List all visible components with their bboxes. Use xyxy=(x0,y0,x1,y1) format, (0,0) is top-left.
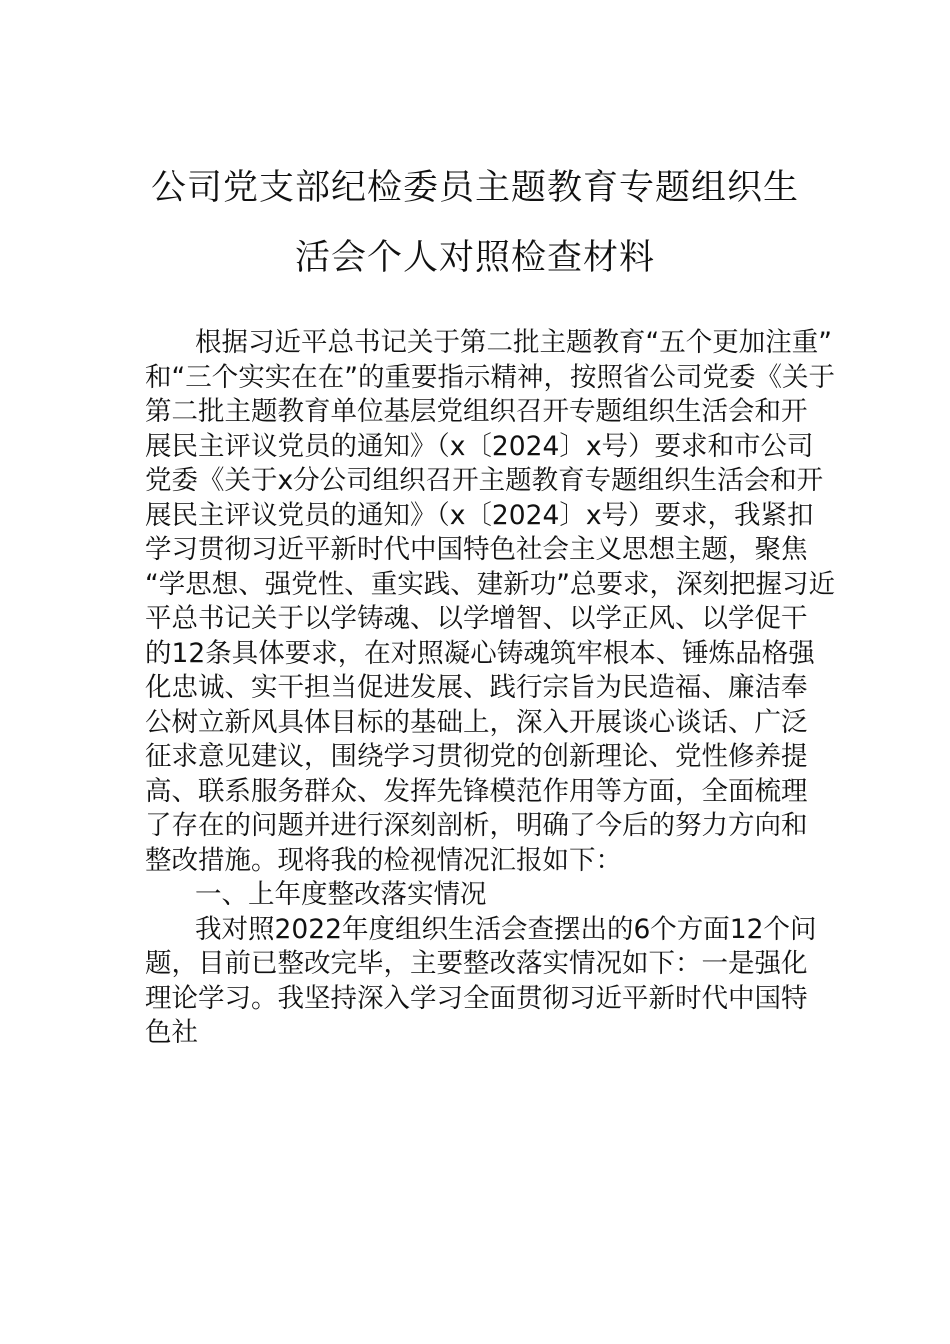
paragraph-1-line-7: 学习贯彻习近平新时代中国特色社会主义思想主题，聚焦 xyxy=(145,534,808,565)
paragraph-1-line-11: 化忠诚、实干担当促进发展、践行宗旨为民造福、廉洁奉 xyxy=(145,672,808,703)
paragraph-1-line-2: 和“三个实实在在”的重要指示精神，按照省公司党委《关于 xyxy=(145,361,835,393)
paragraph-1-line-8: “学思想、强党性、重实践、建新功”总要求，深刻把握习近 xyxy=(145,568,835,600)
paragraph-1-line-14: 高、联系服务群众、发挥先锋模范作用等方面，全面梳理 xyxy=(145,775,808,807)
document-title-line-2: 活会个人对照检查材料 xyxy=(294,238,655,278)
paragraph-2-line-1: 我对照2022年度组织生活会查摆出的6个方面12个问 xyxy=(195,913,817,945)
document-body xyxy=(145,326,835,1051)
paragraph-1-line-16: 整改措施。现将我的检视情况汇报如下： xyxy=(145,844,622,876)
paragraph-1-line-4: 展民主评议党员的通知》（x〔2024〕x号）要求和市公司 xyxy=(145,430,814,462)
document-title-line-1: 公司党支部纪检委员主题教育专题组织生 xyxy=(150,168,799,208)
paragraph-1-line-10: 的12条具体要求，在对照凝心铸魂筑牢根本、锤炼品格强 xyxy=(145,637,815,669)
paragraph-1-line-1: 根据习近平总书记关于第二批主题教育“五个更加注重” xyxy=(195,327,832,358)
paragraph-1-line-3: 第二批主题教育单位基层党组织召开专题组织生活会和开 xyxy=(145,396,808,427)
paragraph-1-line-5: 党委《关于x分公司组织召开主题教育专题组织生活会和开 xyxy=(145,465,824,496)
paragraph-1-line-12: 公树立新风具体目标的基础上，深入开展谈心谈话、广泛 xyxy=(145,706,808,738)
paragraph-1-line-15: 了存在的问题并进行深刻剖析，明确了今后的努力方向和 xyxy=(145,810,808,841)
paragraph-1-line-9: 平总书记关于以学铸魂、以学增智、以学正风、以学促干 xyxy=(145,603,808,634)
paragraph-2-line-3: 理论学习。我坚持深入学习全面贯彻习近平新时代中国特 xyxy=(145,982,808,1014)
paragraph-2-line-2: 题，目前已整改完毕，主要整改落实情况如下：一是强化 xyxy=(145,948,808,979)
section-1-heading: 一、上年度整改落实情况 xyxy=(195,879,487,910)
paragraph-1-line-6: 展民主评议党员的通知》（x〔2024〕x号）要求，我紧扣 xyxy=(145,499,814,531)
paragraph-1-line-13: 征求意见建议，围绕学习贯彻党的创新理论、党性修养提 xyxy=(145,741,808,772)
paragraph-2-line-4: 色社 xyxy=(145,1017,198,1048)
